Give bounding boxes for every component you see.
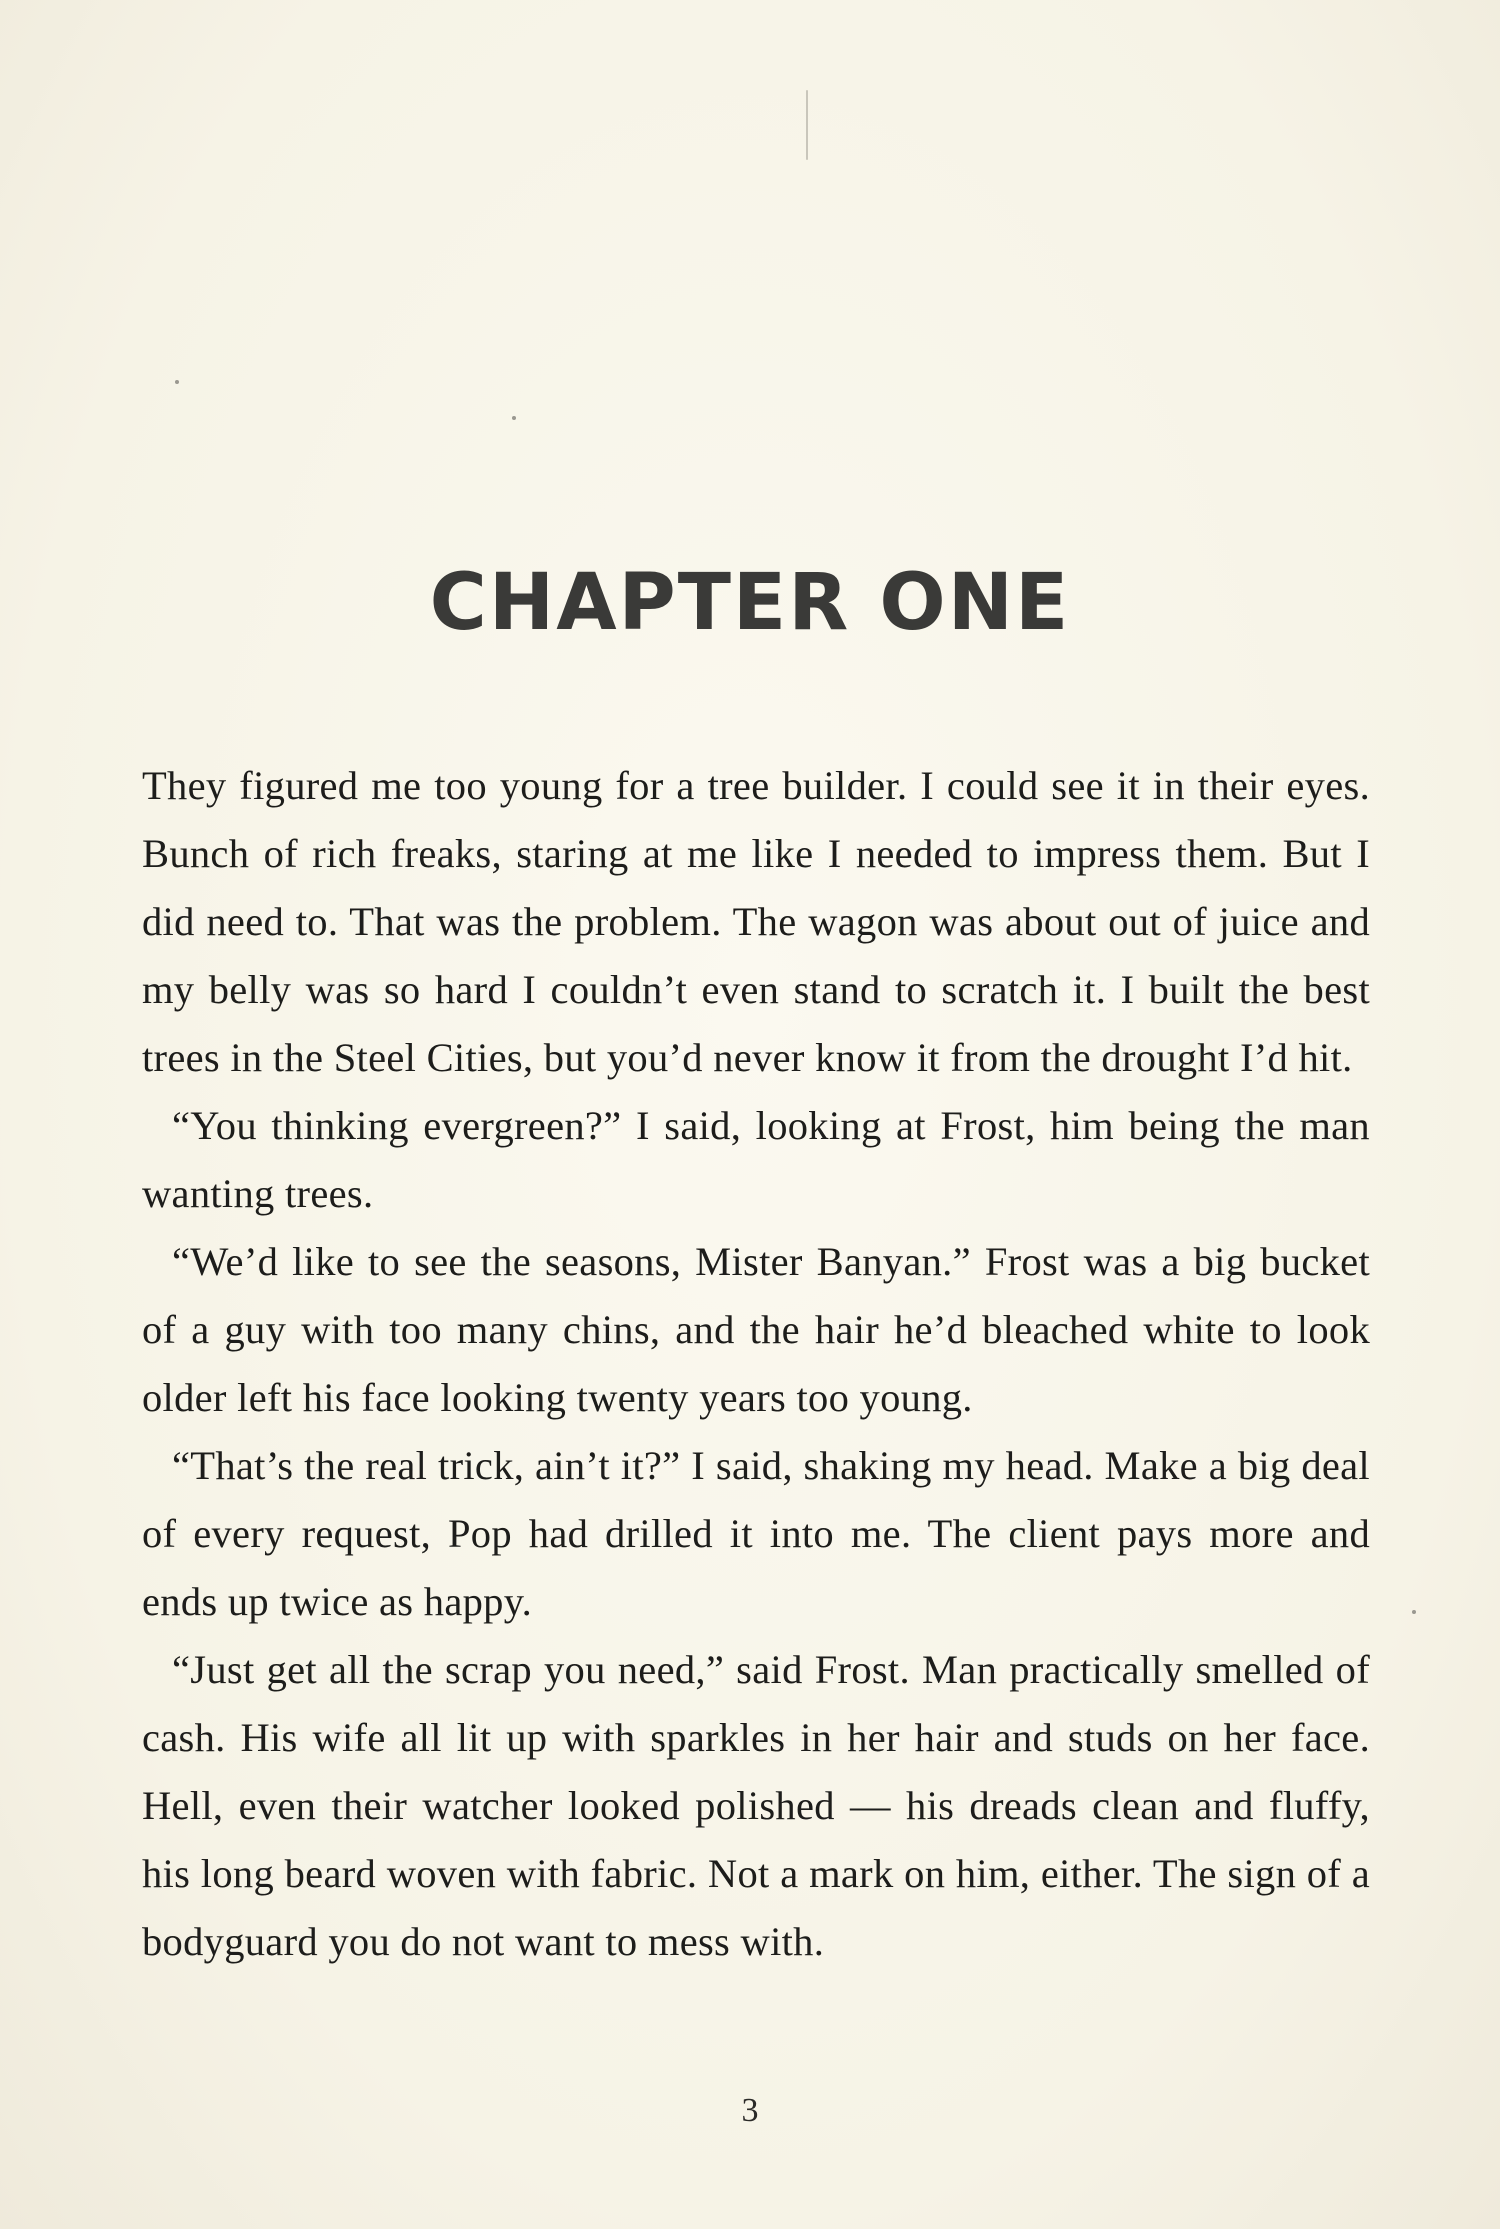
paper-speck <box>806 90 808 160</box>
paper-speck <box>175 380 179 384</box>
paragraph: “You thinking evergreen?” I said, looking at Frost, him being the man wanting trees. <box>142 1103 1370 1216</box>
chapter-title: CHAPTER ONE <box>429 558 1071 649</box>
paragraph: “That’s the real trick, ain’t it?” I said, shaking my head. Make a big deal of every request, Pop had drilled it into me. The client pays more and ends up twice as happy. <box>142 1443 1370 1624</box>
paper-speck <box>512 416 516 420</box>
body-text <box>142 752 1370 1976</box>
paragraph: They figured me too young for a tree builder. I could see it in their eyes. Bunch of rich freaks, staring at me like I needed to impress them. But I did need to. That was the problem. The wagon was about out of juice and my belly was so hard I couldn’t even stand to scratch it. I built the best trees in the Steel Cities, but you’d never know it from the drought I’d hit. <box>142 763 1370 1080</box>
paper-speck <box>1412 1610 1416 1614</box>
paragraph: “Just get all the scrap you need,” said Frost. Man practically smelled of cash. His wife all lit up with sparkles in her hair and studs on her face. Hell, even their watcher looked polished — his dreads clean and fluffy, his long beard woven with fabric. Not a mark on him, either. The sign of a bodyguard you do not want to mess with. <box>142 1647 1370 1964</box>
page-number: 3 <box>741 2092 759 2129</box>
paragraph: “We’d like to see the seasons, Mister Banyan.” Frost was a big bucket of a guy with too many chins, and the hair he’d bleached white to look older left his face looking twenty years too young. <box>142 1239 1370 1420</box>
